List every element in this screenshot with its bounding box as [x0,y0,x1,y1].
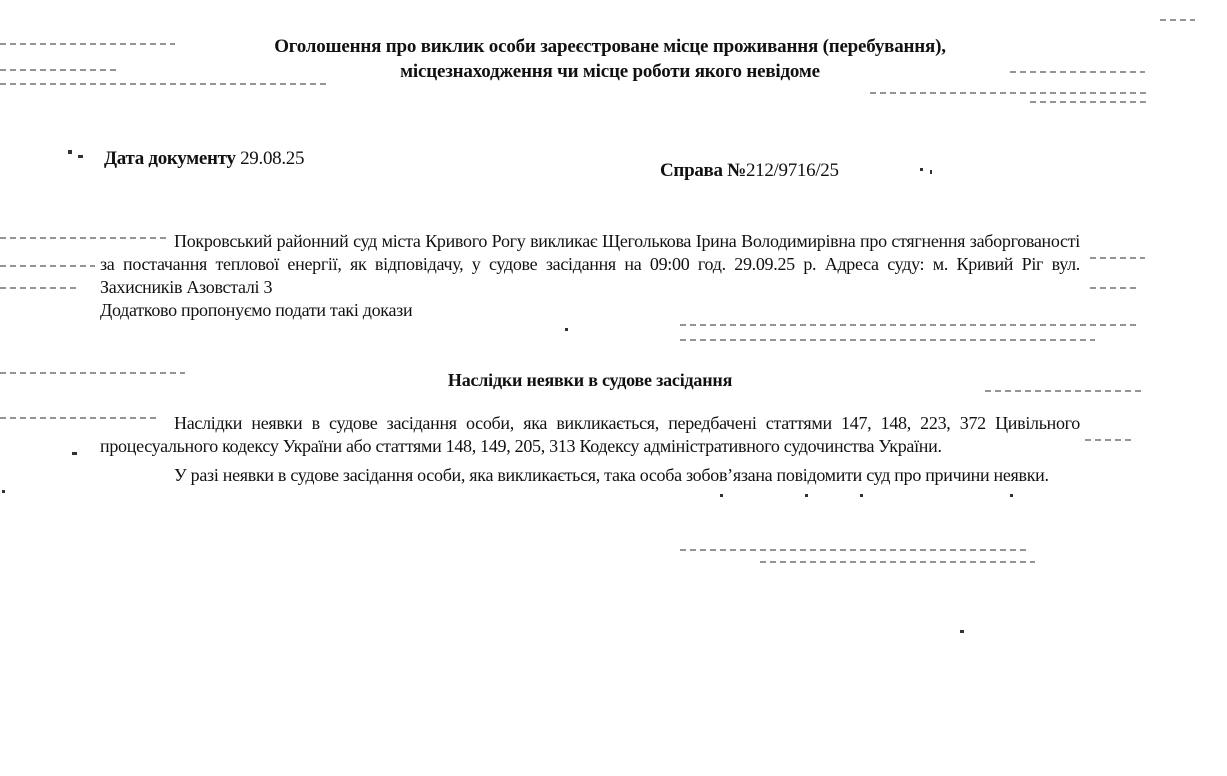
evidence-request-paragraph: Додатково пропонуємо подати такі докази [100,300,413,320]
notice-title [120,34,1100,84]
consequences-paragraph-2: У разі неявки в судове засідання особи, яка викликається, така особа зобов’язана повідомити суд про причини неявки. [174,465,1049,485]
summons-text [100,230,1080,322]
case-number-value: 212/9716/25 [745,160,839,181]
notice-title-line-1: Оголошення про виклик особи зареєстроване місце проживання (перебування), [274,36,946,57]
notice-title-line-2: місцезнаходження чи місце роботи якого невідоме [400,61,820,82]
document-date-value: 29.08.25 [240,148,305,169]
summons-paragraph: Покровський районний суд міста Кривого Рогу викликає Щеголькова Ірина Володимирівна про стягнення заборгованості за постачання теплової енергії, як відповідачу, у судове засідання на 09:00 год. 29.09.25 р. Адреса суду: м. Кривий Ріг вул. Захисників Азовсталі 3 [100,231,1080,297]
case-number [660,160,839,182]
consequences-heading: Наслідки неявки в судове засідання [447,370,733,390]
document-date-label: Дата документу [104,148,236,169]
consequences-text [100,412,1080,487]
consequences-paragraph-1: Наслідки неявки в судове засідання особи, яка викликається, передбачені статтями 147, 148, 223, 372 Цивільного процесуального кодексу України або статтями 148, 149, 205, 313 Кодексу адміністративного судочинства України. [100,413,1080,456]
case-number-label: Справа № [660,160,746,181]
document-date [104,148,304,170]
